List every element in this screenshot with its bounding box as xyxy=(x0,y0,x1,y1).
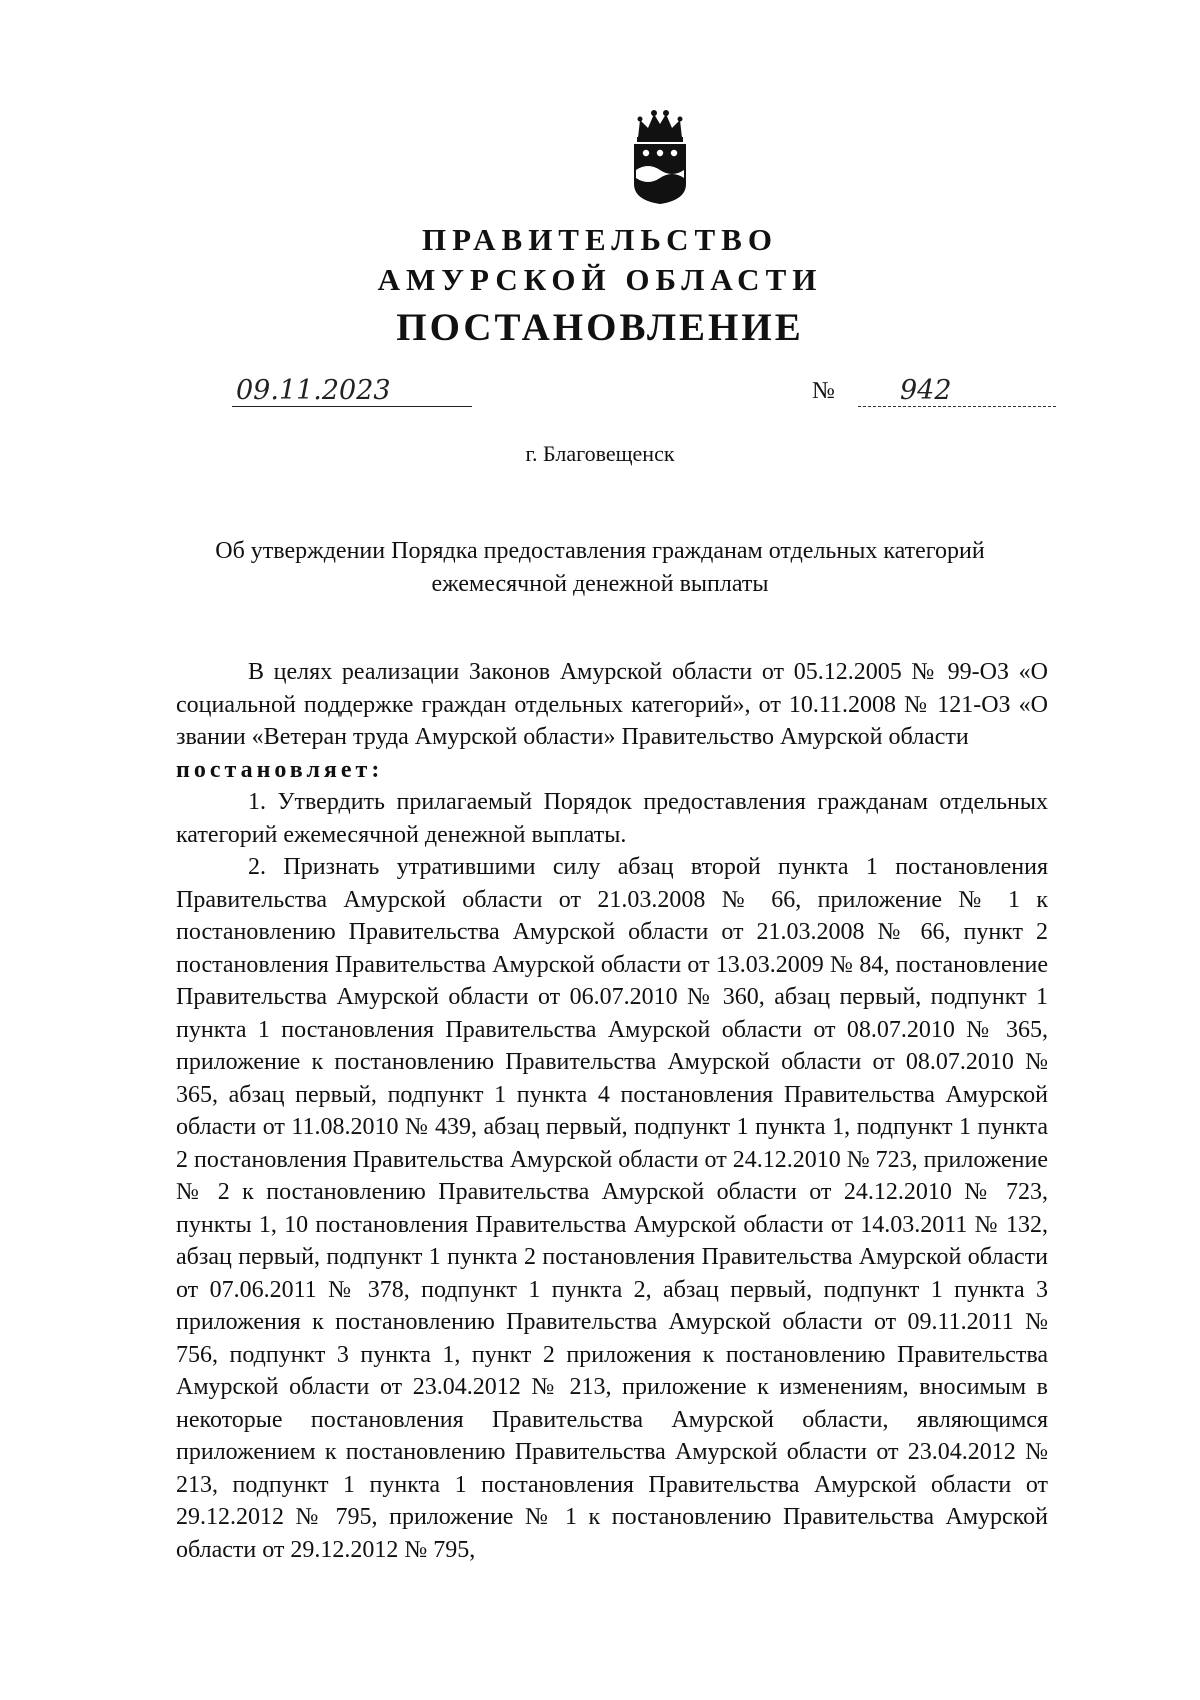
city-label: г. Благовещенск xyxy=(525,441,675,466)
resolves-label: постановляет: xyxy=(176,756,384,783)
document-number: 942 xyxy=(900,375,952,406)
item-1-paragraph: 1. Утвердить прилагаемый Порядок предоставления гражданам отдельных категорий ежемесячной денежной выплаты. xyxy=(176,789,1048,848)
organization-title-line1: ПРАВИТЕЛЬСТВО xyxy=(422,222,778,257)
amur-region-coat-of-arms-icon xyxy=(628,108,692,206)
subject-line1: Об утверждении Порядка предоставления гражданам отдельных категорий xyxy=(215,538,985,564)
number-field xyxy=(858,376,1056,407)
document-subject xyxy=(200,535,1000,601)
subject-line2: ежемесячной денежной выплаты xyxy=(431,571,769,597)
organization-title-line2: АМУРСКОЙ ОБЛАСТИ xyxy=(377,262,823,297)
date-field xyxy=(232,376,472,407)
document-type-title: ПОСТАНОВЛЕНИЕ xyxy=(396,306,804,349)
item-2-paragraph: 2. Признать утратившими силу абзац второй пункта 1 постановления Правительства Амурской области от 21.03.2008 № 66, приложение № 1 к постановлению Правительства Амурской области от 21.03.2008 № 66, пункт 2 постановления Правительства Амурской области от 13.03.2009 № 84, постановление Правительства Амурской области от 06.07.2010 № 360, абзац первый, подпункт 1 пункта 1 постановления Правительства Амурской области от 08.07.2010 № 365, приложение к постановлению Правительства Амурской области от 08.07.2010 № 365, абзац первый, подпункт 1 пункта 4 постановления Правительства Амурской области от 11.08.2010 № 439, абзац первый, подпункт 1 пункта 1, подпункт 1 пункта 2 постановления Правительства Амурской области от 24.12.2010 № 723, приложение № 2 к постановлению Правительства Амурской области от 24.12.2010 № 723, пункты 1, 10 постановления Правительства Амурской области от 14.03.2011 № 132, абзац первый, подпункт 1 пункта 2 постановления Правительства Амурской области от 07.06.2011 № 378, подпункт 1 пункта 2, абзац первый, подпункт 1 пункта 3 приложения к постановлению Правительства Амурской области от 09.11.2011 № 756, подпункт 3 пункта 1, пункт 2 приложения к постановлению Правительства Амурской области от 23.04.2012 № 213, приложение к изменениям, вносимым в некоторые постановления Правительства Амурской области, являющимся приложением к постановлению Правительства Амурской области от 23.04.2012 № 213, подпункт 1 пункта 1 постановления Правительства Амурской области от 29.12.2012 № 795, приложение № 1 к постановлению Правительства Амурской области от 29.12.2012 № 795, xyxy=(176,854,1048,1563)
number-sign: № xyxy=(812,378,835,404)
document-date: 09.11.2023 xyxy=(236,375,391,406)
preamble-paragraph: В целях реализации Законов Амурской области от 05.12.2005 № 99-ОЗ «О социальной поддержке граждан отдельных категорий», от 10.11.2008 № 121-ОЗ «О звании «Ветеран труда Амурской области» Правительство Амурской области xyxy=(176,659,1048,750)
document-body xyxy=(176,656,1048,1566)
